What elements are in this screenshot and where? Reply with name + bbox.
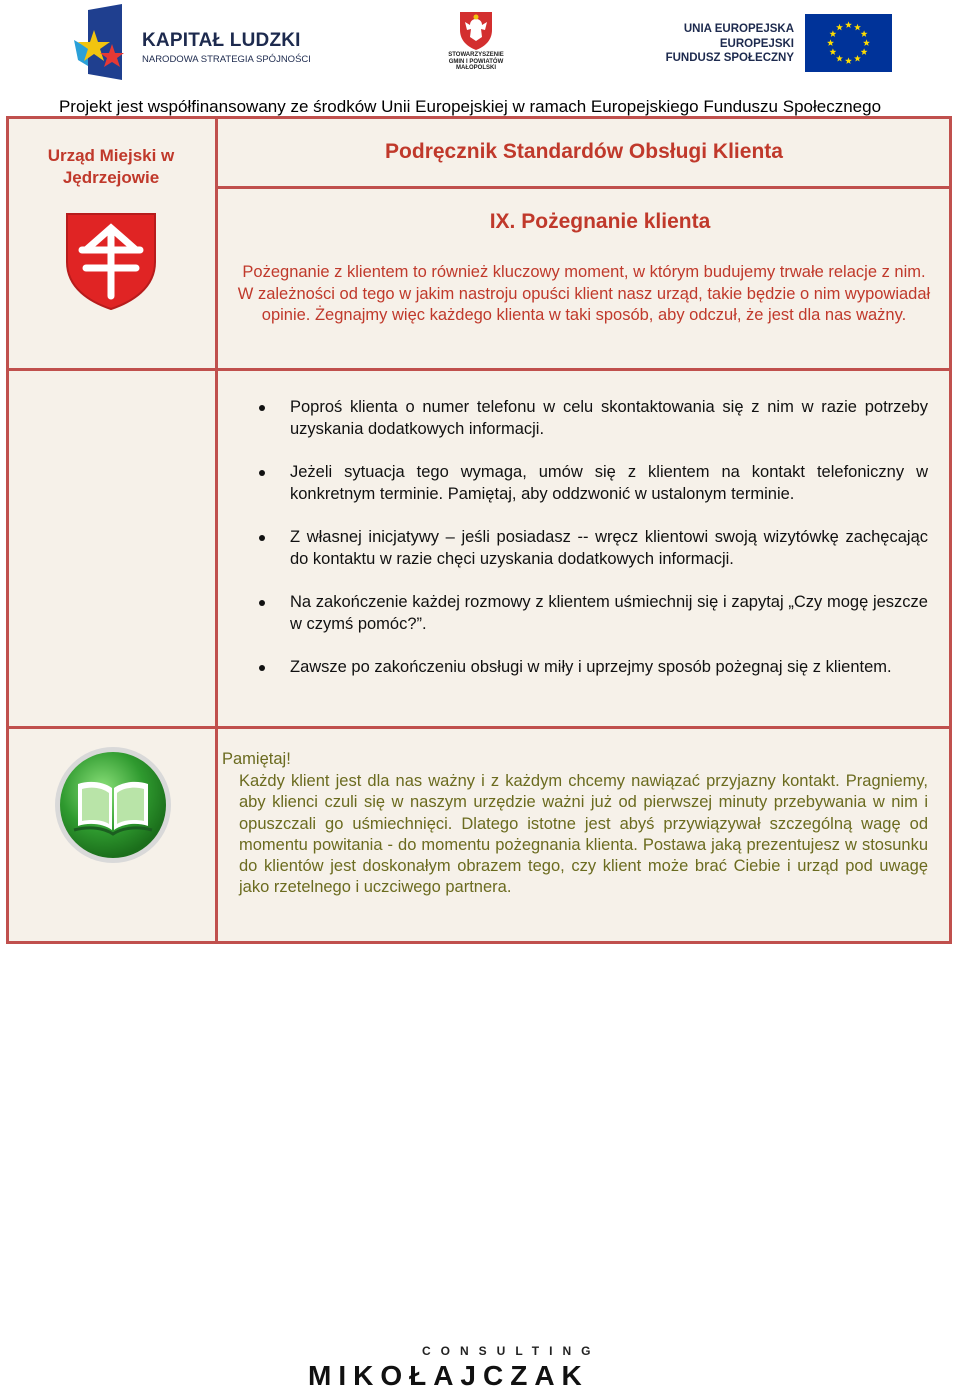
office-name: Urząd Miejski w Jędrzejowie	[47, 146, 175, 187]
town-crest	[64, 210, 158, 310]
eu-star-icon	[845, 21, 852, 28]
eu-star-icon	[827, 39, 834, 46]
bullet-icon	[259, 470, 265, 476]
kapital-ludzki-logo	[74, 4, 324, 84]
eu-star-icon	[836, 24, 843, 31]
eu-star-icon	[863, 39, 870, 46]
kapital-ludzki-subtitle: NARODOWA STRATEGIA SPÓJNOŚCI	[142, 54, 311, 65]
eu-star-icon	[861, 30, 868, 37]
eu-logo	[665, 14, 892, 74]
book-icon	[52, 744, 174, 866]
list-item: Zawsze po zakończeniu obsługi w miły i uprzejmy sposób pożegnaj się z klientem.	[256, 657, 928, 679]
footer-logo-name: MIKOŁAJCZAK	[308, 1360, 589, 1391]
frame-divider-intro	[6, 368, 952, 371]
eu-star-icon	[854, 24, 861, 31]
eu-fund-name: UNIA EUROPEJSKA EUROPEJSKI FUNDUSZ SPOŁECZNY	[665, 23, 794, 64]
frame-divider-title	[218, 186, 952, 189]
bullet-icon	[259, 535, 265, 541]
list-item: Poproś klienta o numer telefonu w celu skontaktowania się z nim w razie potrzeby uzyskania dodatkowych informacji.	[256, 397, 928, 440]
list-item: Z własnej inicjatywy – jeśli posiadasz -- wręcz klientowi swoją wizytówkę zachęcając do kontaktu w razie chęci uzyskania dodatkowych informacji.	[256, 527, 928, 570]
bullet-icon	[259, 405, 265, 411]
eu-star-icon	[845, 57, 852, 64]
book-badge	[52, 744, 174, 866]
list-item: Jeżeli sytuacja tego wymaga, umów się z klientem na kontakt telefoniczny w konkretnym terminie. Pamiętaj, aby oddzwonić w ustalonym terminie.	[256, 462, 928, 505]
document-title: Podręcznik Standardów Obsługi Klienta	[385, 140, 783, 163]
town-crest-icon	[64, 210, 158, 310]
eagle-crest-icon	[456, 10, 496, 50]
association-logo	[440, 10, 512, 76]
section-intro: Pożegnanie z klientem to również kluczowy moment, w którym budujemy trwałe relacje z nim. W zależności od tego w jakim nastroju opuści klient nasz urząd, takie będzie o nim wypowiadał opinie. Żegnajmy więc każdego klienta w taki sposób, aby odczuł, że jest dla nas ważny.	[237, 263, 931, 324]
bullet-icon	[259, 665, 265, 671]
eu-flag-icon	[805, 14, 892, 72]
footer-logo	[304, 1344, 630, 1392]
guidelines-list	[256, 397, 928, 701]
list-item: Na zakończenie każdej rozmowy z klientem uśmiechnij się i zapytaj „Czy mogę jeszcze w czymś pomóc?”.	[256, 592, 928, 635]
project-funding-line: Projekt jest współfinansowany ze środków Unii Europejskiej w ramach Europejskiego Funduszu Społecznego	[58, 97, 882, 116]
bullet-icon	[259, 600, 265, 606]
kapital-ludzki-logo-icon	[74, 4, 134, 82]
eu-star-icon	[854, 55, 861, 62]
eu-star-icon	[861, 48, 868, 55]
footer-logo-top: CONSULTING	[422, 1344, 601, 1358]
kapital-ludzki-title: KAPITAŁ LUDZKI	[142, 30, 301, 51]
association-name: STOWARZYSZENIE GMIN I POWIATÓW MAŁOPOLSKI	[448, 52, 504, 71]
frame-divider-vertical	[215, 116, 218, 944]
frame-divider-bullets	[6, 726, 952, 729]
section-title: IX. Pożegnanie klienta	[489, 210, 711, 233]
note-body: Każdy klient jest dla nas ważny i z każdym chcemy nawiązać przyjazny kontakt. Pragniemy, aby klienci czuli się w naszym urzędzie ważni już od pierwszej minuty przebywania w nim i opuszczali go uśmiechnięci. Dlatego istotne jest abyś przywiązywał szczególną wagę od momentu powitania - do momentu pożegnania klienta. Postawa jaką prezentujesz w stosunku do klientów jest doskonałym obrazem tego, czy klient może brać Ciebie i urząd pod uwagę jako rzetelnego i uczciwego partnera.	[239, 772, 928, 897]
eu-star-icon	[829, 30, 836, 37]
note-title: Pamiętaj!	[222, 750, 291, 768]
eu-star-icon	[836, 55, 843, 62]
eu-star-icon	[829, 48, 836, 55]
